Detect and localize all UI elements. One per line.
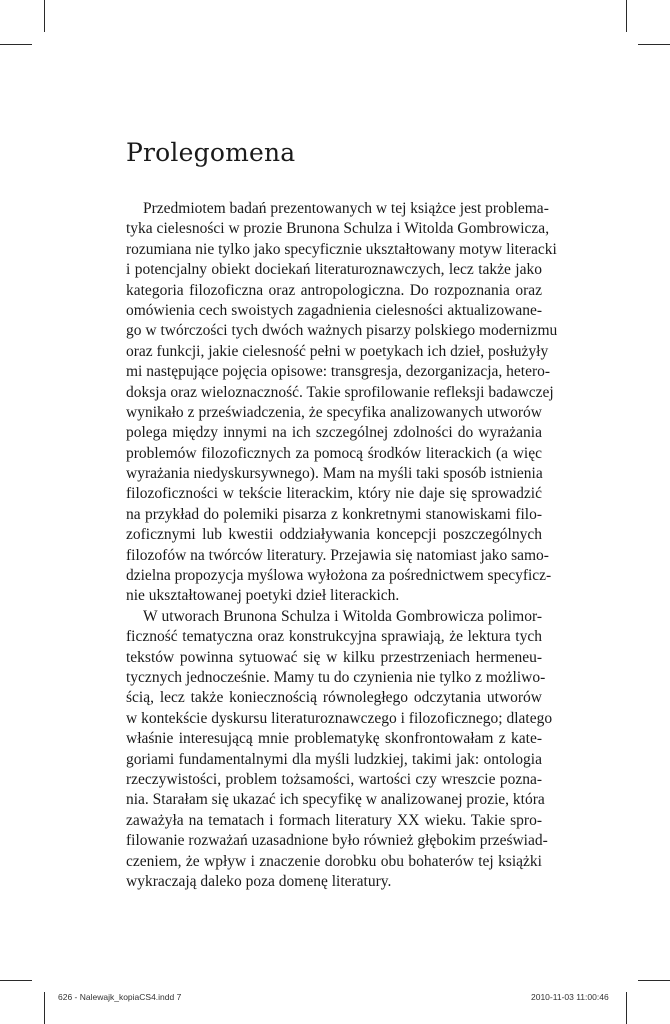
text-line: nie ukształtowanej poetyki dzieł literackich. — [126, 587, 400, 605]
slug-datetime: 2010-11-03 11:00:46 — [531, 992, 609, 1002]
text-line: go w twórczości tych dwóch ważnych pisarzy polskiego modernizmu — [126, 322, 558, 340]
paragraph — [126, 607, 553, 892]
text-line: problemów filozoficznych za pomocą środków literackich (a więc — [126, 444, 542, 462]
page-title: Prolegomena — [126, 138, 296, 167]
crop-mark — [0, 980, 32, 981]
text-line: czeniem, że wpływ i znaczenie dorobku obu bohaterów tej książki — [126, 852, 542, 870]
text-line: i potencjalny obiekt dociekań literaturoznawczych, lecz także jako — [126, 261, 542, 279]
text-line: wykraczają daleko poza domenę literatury. — [126, 872, 392, 890]
text-line: filozofów na twórców literatury. Przejawia się natomiast jako samo- — [126, 546, 549, 564]
crop-mark — [626, 0, 627, 32]
text-line: doksja oraz wieloznaczność. Takie sprofilowanie refleksji badawczej — [126, 383, 554, 401]
text-line: nia. Starałam się ukazać ich specyfikę w analizowanej prozie, która — [126, 791, 545, 809]
slug-filename: 626 - Nalewajk_kopiaCS4.indd 7 — [58, 992, 182, 1002]
crop-mark — [44, 992, 45, 1024]
text-line: tyka cielesności w prozie Brunona Schulza i Witolda Gombrowicza, — [126, 220, 550, 238]
text-line: oraz funkcji, jakie cielesność pełni w poetykach ich dzieł, posłużyły — [126, 342, 549, 360]
text-line: Przedmiotem badań prezentowanych w tej książce jest problema- — [143, 200, 549, 217]
text-line: kategoria filozoficzna oraz antropologiczna. Do rozpoznania oraz — [126, 281, 542, 299]
text-line: filozoficzności w tekście literackim, który nie daje się sprowadzić — [126, 485, 542, 503]
paragraph — [126, 199, 558, 607]
text-line: na przykład do polemiki pisarza z konkretnymi stanowiskami filo- — [126, 505, 542, 523]
text-line: zoficznymi lub kwestii oddziaływania koncepcji poszczególnych — [126, 526, 542, 544]
text-line: dzielna propozycja myślowa wyłożona za pośrednictwem specyficz- — [126, 567, 552, 585]
text-line: rzeczywistości, problem tożsamości, wartości czy wreszcie pozna- — [126, 770, 542, 788]
text-line: właśnie interesującą mnie problematykę skonfrontowałam z kate- — [126, 730, 542, 748]
body-text — [126, 199, 558, 892]
text-line: wynikało z przeświadczenia, że specyfika analizowanych utworów — [126, 403, 542, 421]
text-line: rozumiana nie tylko jako specyficznie ukształtowany motyw literacki — [126, 240, 557, 258]
text-line: tekstów powinna sytuować się w kilku przestrzeniach hermeneu- — [126, 648, 542, 666]
text-line: omówienia cech swoistych zagadnienia cielesności aktualizowane- — [126, 301, 542, 319]
text-line: ficzność tematyczna oraz konstrukcyjna sprawiają, że lektura tych — [126, 628, 542, 646]
text-line: tycznych jednocześnie. Mamy tu do czynienia nie tylko z możliwo- — [126, 668, 546, 686]
text-line: mi następujące pojęcia opisowe: transgresja, dezorganizacja, hetero- — [126, 363, 551, 381]
crop-mark — [0, 44, 32, 45]
text-line: wyrażania niedyskursywnego). Mam na myśli taki sposób istnienia — [126, 465, 543, 483]
text-line: W utworach Brunona Schulza i Witolda Gombrowicza polimor- — [143, 607, 542, 625]
crop-mark — [638, 44, 670, 45]
text-line: zaważyła na tematach i formach literatury XX wieku. Takie spro- — [126, 811, 542, 829]
text-line: ścią, lecz także koniecznością równoległego odczytania utworów — [126, 689, 542, 707]
crop-mark — [638, 980, 670, 981]
text-line: filowanie rozważań uzasadnione było również głębokim przeświad- — [126, 832, 548, 850]
crop-mark — [44, 0, 45, 32]
text-line: w kontekście dyskursu literaturoznawczego i filozoficznego; dlatego — [126, 709, 553, 727]
text-line: polega między innymi na ich szczególnej zdolności do wyrażania — [126, 424, 542, 442]
crop-mark — [626, 992, 627, 1024]
text-line: goriami fundamentalnymi dla myśli ludzkiej, takimi jak: ontologia — [126, 750, 542, 768]
